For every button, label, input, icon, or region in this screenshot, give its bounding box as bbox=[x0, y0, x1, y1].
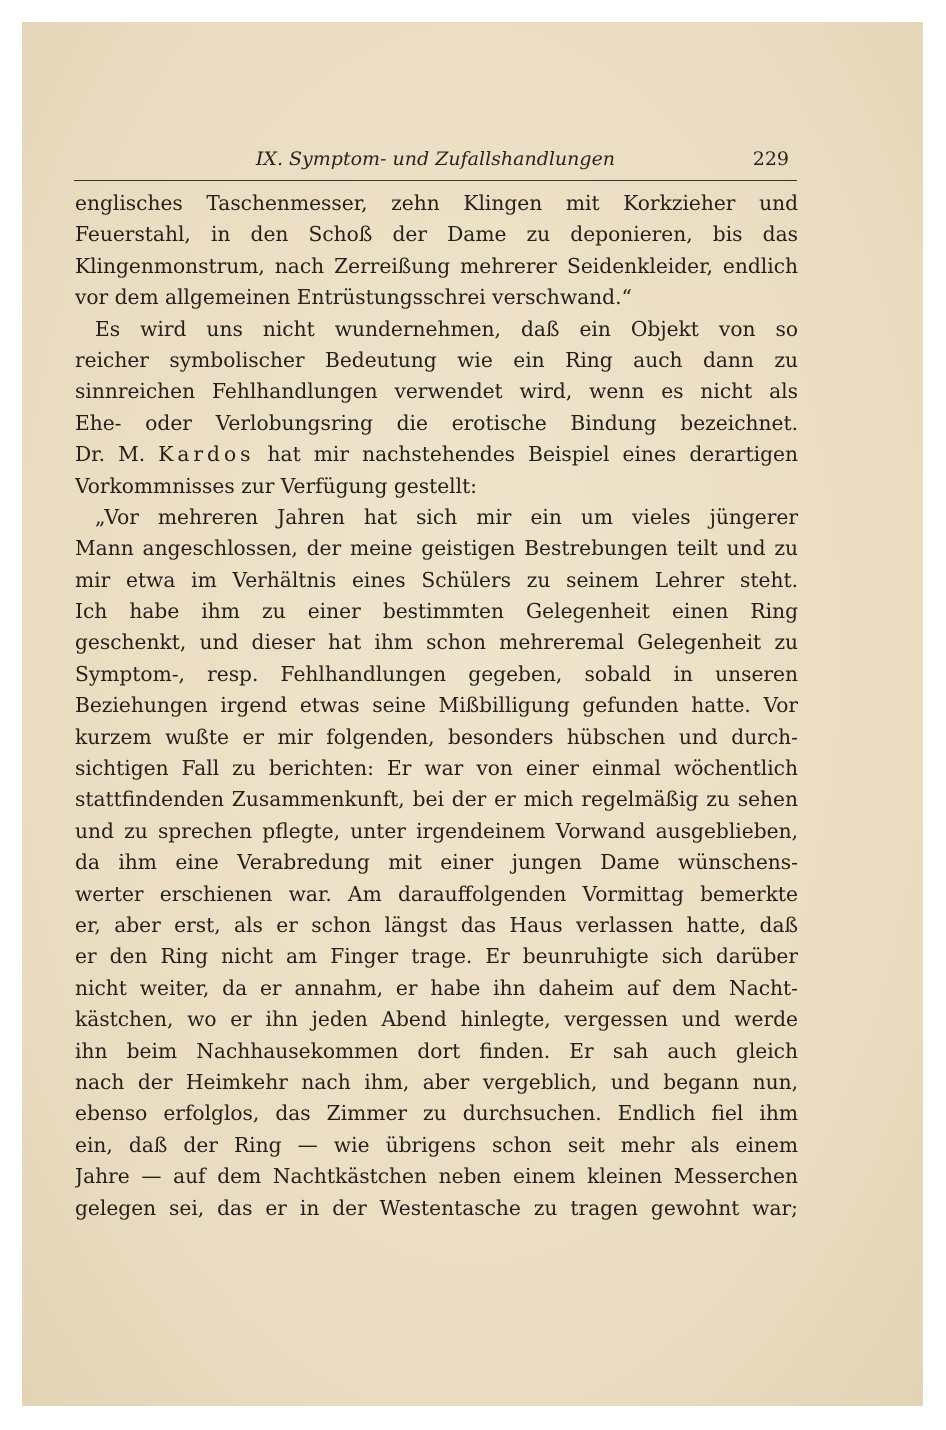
text-line: kurzem wußte er mir folgenden, besonders hübschen und durch- bbox=[75, 724, 798, 749]
text-line: da ihm eine Verabredung mit einer jungen Dame wünschens- bbox=[75, 850, 798, 875]
text-line: ihn beim Nachhausekommen dort finden. Er sah auch gleich bbox=[75, 1038, 798, 1063]
text-line: gelegen sei, das er in der Westentasche zu tragen gewohnt war; bbox=[75, 1195, 798, 1220]
text-line: geschenkt, und dieser hat ihm schon mehreremal Gelegenheit zu bbox=[75, 630, 798, 655]
text-line: nach der Heimkehr nach ihm, aber vergeblich, und begann nun, bbox=[75, 1069, 798, 1094]
text-line: kästchen, wo er ihn jeden Abend hinlegte, vergessen und werde bbox=[75, 1007, 798, 1032]
text-line: Ich habe ihm zu einer bestimmten Gelegenheit einen Ring bbox=[75, 599, 798, 624]
text-line: er, aber erst, als er schon längst das Haus verlassen hatte, daß bbox=[75, 912, 798, 937]
page-header bbox=[74, 146, 797, 181]
text-line: ein, daß der Ring — wie übrigens schon seit mehr als einem bbox=[75, 1132, 798, 1157]
running-title: IX. Symptom- und Zufallshandlungen bbox=[255, 148, 616, 170]
text-line: vor dem allgemeinen Entrüstungsschrei verschwand.“ bbox=[75, 285, 632, 310]
text-line: werter erschienen war. Am darauffolgenden Vormittag bemerkte bbox=[75, 881, 798, 906]
text-line: englisches Taschenmesser, zehn Klingen mit Korkzieher und bbox=[75, 191, 798, 215]
text-line: er den Ring nicht am Finger trage. Er beunruhigte sich darüber bbox=[75, 944, 798, 969]
text-line: Ehe- oder Verlobungsring die erotische Bindung bezeichnet. bbox=[75, 410, 798, 435]
book-page bbox=[22, 22, 923, 1406]
body-text bbox=[75, 188, 798, 1224]
text-line: reicher symbolischer Bedeutung wie ein Ring auch dann zu bbox=[75, 347, 798, 372]
text-line: stattfindenden Zusammenkunft, bei der er mich regelmäßig zu sehen bbox=[75, 787, 798, 812]
text-line: Jahre — auf dem Nachtkästchen neben einem kleinen Messerchen bbox=[75, 1164, 798, 1189]
text-line: Vorkommnisses zur Verfügung gestellt: bbox=[75, 473, 477, 498]
text-line: Symptom-, resp. Fehlhandlungen gegeben, sobald in unseren bbox=[75, 661, 798, 686]
text-line: ebenso erfolglos, das Zimmer zu durchsuchen. Endlich fiel ihm bbox=[75, 1101, 798, 1126]
text-line: sichtigen Fall zu berichten: Er war von einer einmal wöchentlich bbox=[75, 756, 798, 781]
text-line: Beziehungen irgend etwas seine Mißbilligung gefunden hatte. Vor bbox=[75, 693, 798, 718]
spaced-name: Kardos bbox=[158, 442, 255, 467]
text-line: Feuerstahl, in den Schoß der Dame zu deponieren, bis das bbox=[75, 222, 798, 247]
text-line: Es wird uns nicht wundernehmen, daß ein Objekt von so bbox=[95, 316, 798, 341]
text-line: mir etwa im Verhältnis eines Schülers zu seinem Lehrer steht. bbox=[75, 567, 798, 592]
text-line: „Vor mehreren Jahren hat sich mir ein um vieles jüngerer bbox=[95, 504, 798, 529]
text-line: Klingenmonstrum, nach Zerreißung mehrerer Seidenkleider, endlich bbox=[75, 253, 798, 278]
text-line: nicht weiter, da er annahm, er habe ihn daheim auf dem Nacht- bbox=[75, 975, 798, 1000]
text-line: sinnreichen Fehlhandlungen verwendet wird, wenn es nicht als bbox=[75, 379, 798, 404]
text-line-with-spaced-name: Dr. M. Kardos hat mir nachstehendes Beispiel eines derartigen bbox=[75, 442, 798, 467]
text-line: und zu sprechen pflegte, unter irgendeinem Vorwand ausgeblieben, bbox=[75, 818, 798, 843]
page-number: 229 bbox=[752, 148, 789, 170]
text-line: Mann angeschlossen, der meine geistigen Bestrebungen teilt und zu bbox=[75, 536, 798, 561]
